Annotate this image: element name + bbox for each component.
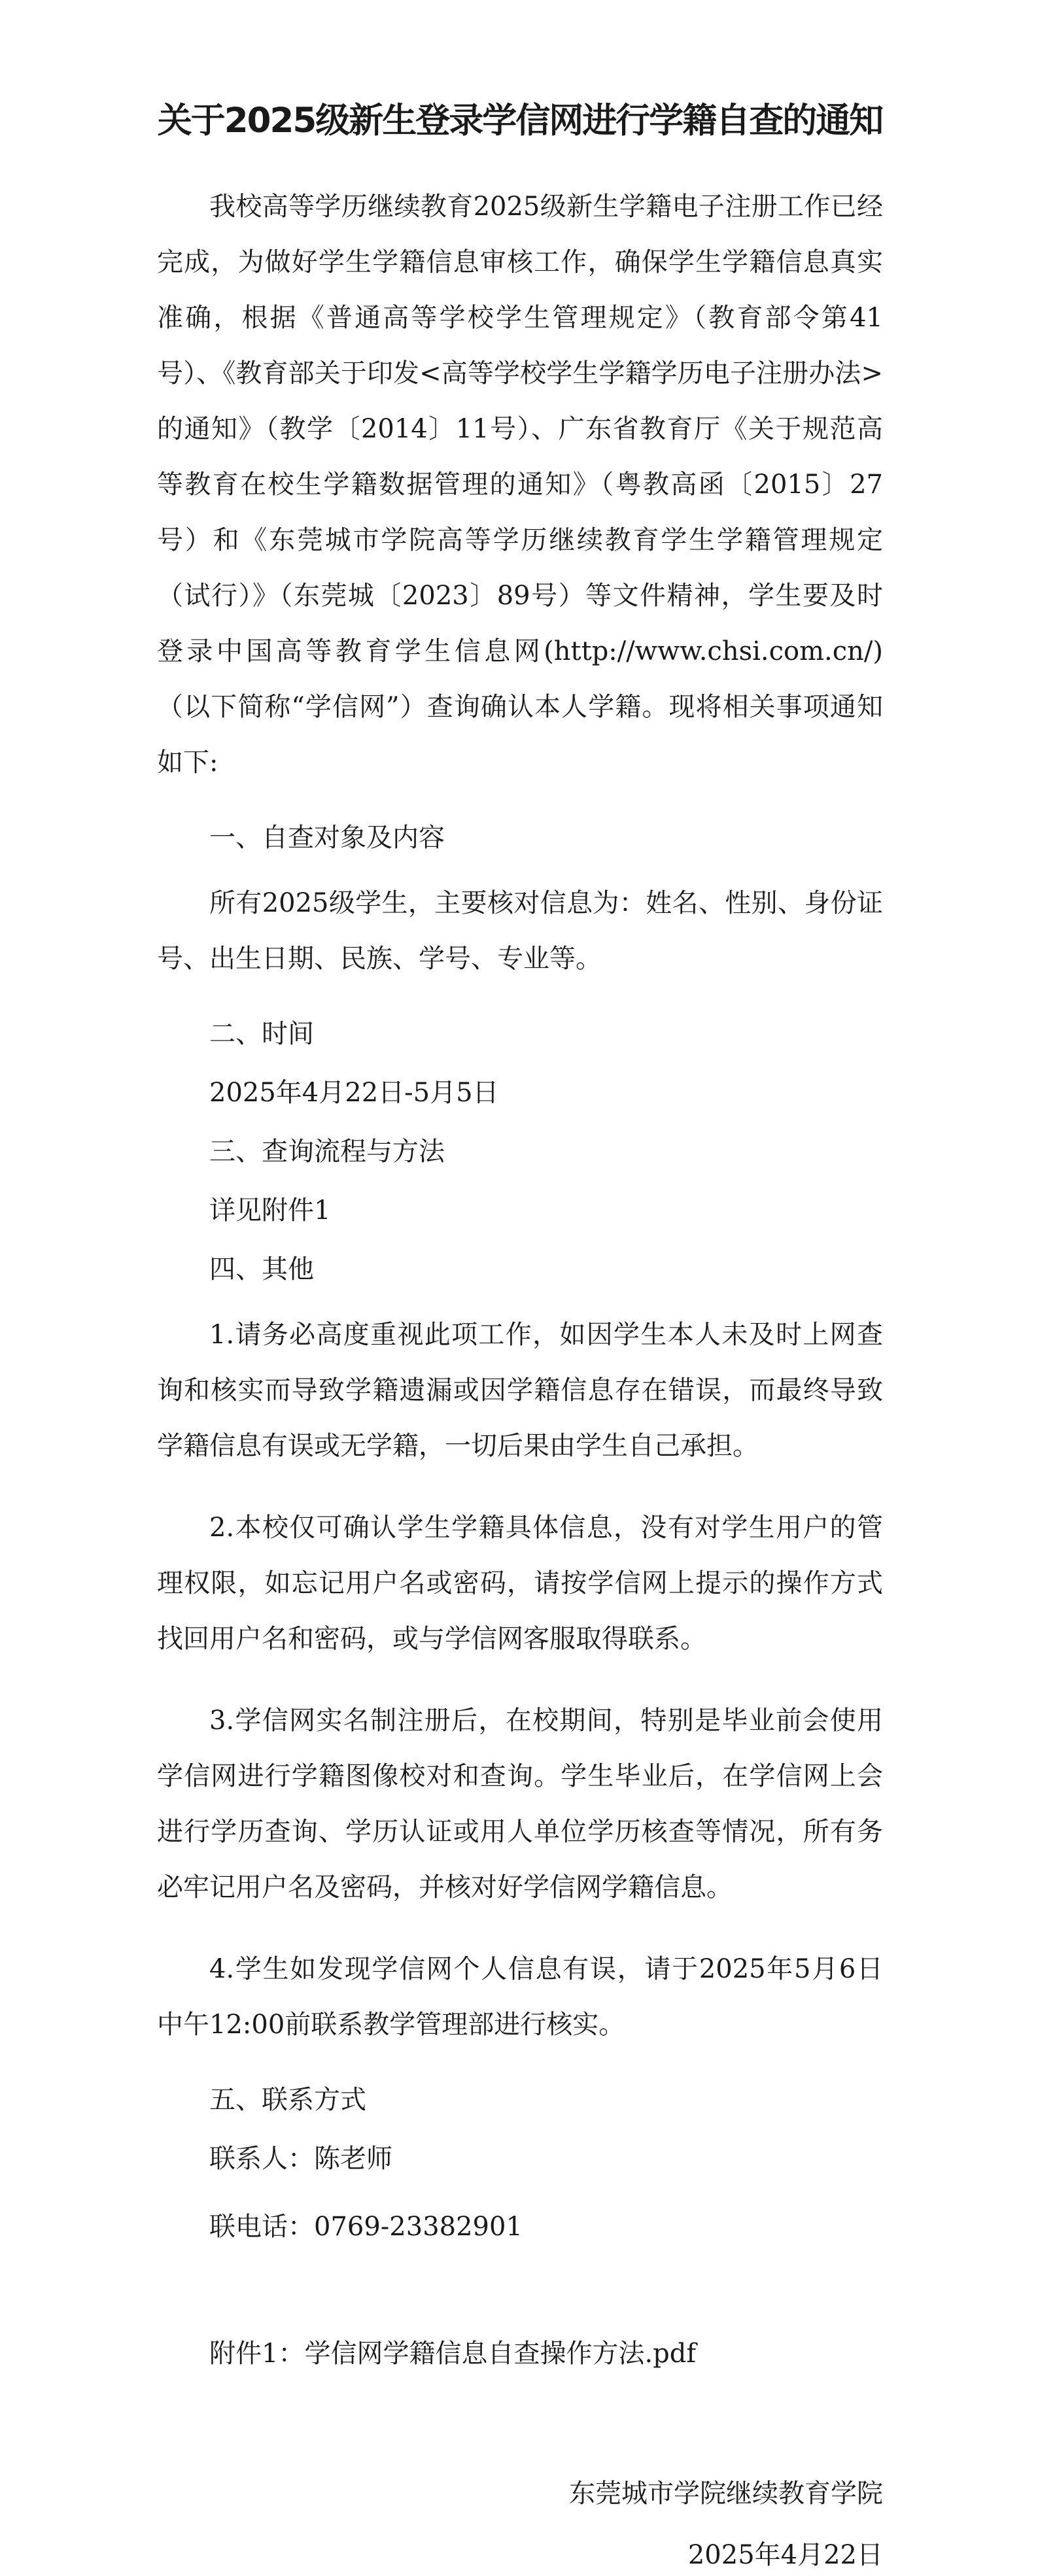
section-heading-scope: 一、自查对象及内容 xyxy=(209,823,445,853)
notice-title: 关于2025级新生登录学信网进行学籍自查的通知 xyxy=(157,101,883,141)
contact-phone: 联电话：0769-23382901 xyxy=(209,2212,523,2242)
section-heading-process: 三、查询流程与方法 xyxy=(209,1137,445,1167)
other-item-4: 4.学生如发现学信网个人信息有误，请于2025年5月6日中午12:00前联系教学管理部进行核实。 xyxy=(157,1954,883,2040)
other-item-2: 2.本校仅可确认学生学籍具体信息，没有对学生用户的管理权限，如忘记用户名或密码，请按学信网上提示的操作方式找回用户名和密码，或与学信网客服取得联系。 xyxy=(157,1513,883,1654)
other-item-3: 3.学信网实名制注册后，在校期间，特别是毕业前会使用学信网进行学籍图像校对和查询。学生毕业后，在学信网上会进行学历查询、学历认证或用人单位学历核查等情况，所有务必牢记用户名及密码，并核对好学信网学籍信息。 xyxy=(157,1706,883,1902)
intro-paragraph: 我校高等学历继续教育2025级新生学籍电子注册工作已经完成，为做好学生学籍信息审核工作，确保学生学籍信息真实准确，根据《普通高等学校学生管理规定》（教育部令第41号）、《教育部关于印发<高等学校学生学籍学历电子注册办法>的通知》（教学〔2014〕11号）、广东省教育厅《关于规范高等教育在校生学籍数据管理的通知》（粤教高函〔2015〕27号）和《东莞城市学院高等学历继续教育学生学籍管理规定（试行）》（东莞城〔2023〕89号）等文件精神，学生要及时登录中国高等教育学生信息网(http://www.chsi.com.cn/)（以下简称“学信网”）查询确认本人学籍。现将相关事项通知如下: xyxy=(157,192,883,778)
attachment-link[interactable]: 附件1：学信网学籍信息自查操作方法.pdf xyxy=(209,2339,697,2369)
section-heading-other: 四、其他 xyxy=(209,1254,314,1284)
contact-person: 联系人：陈老师 xyxy=(209,2144,392,2174)
other-item-1: 1.请务必高度重视此项工作，如因学生本人未及时上网查询和核实而导致学籍遗漏或因学籍信息存在错误，而最终导致学籍信息有误或无学籍，一切后果由学生自己承担。 xyxy=(157,1320,883,1461)
section-body-time: 2025年4月22日-5月5日 xyxy=(209,1078,499,1108)
section-heading-contact: 五、联系方式 xyxy=(209,2085,366,2115)
notice-document xyxy=(157,98,883,2576)
section-body-scope: 所有2025级学生，主要核对信息为：姓名、性别、身份证号、出生日期、民族、学号、专业等。 xyxy=(157,888,883,974)
signature-date: 2025年4月22日 xyxy=(687,2540,883,2570)
section-body-process: 详见附件1 xyxy=(209,1195,331,1226)
signature-org: 东莞城市学院继续教育学院 xyxy=(569,2479,883,2509)
section-heading-time: 二、时间 xyxy=(209,1019,314,1049)
